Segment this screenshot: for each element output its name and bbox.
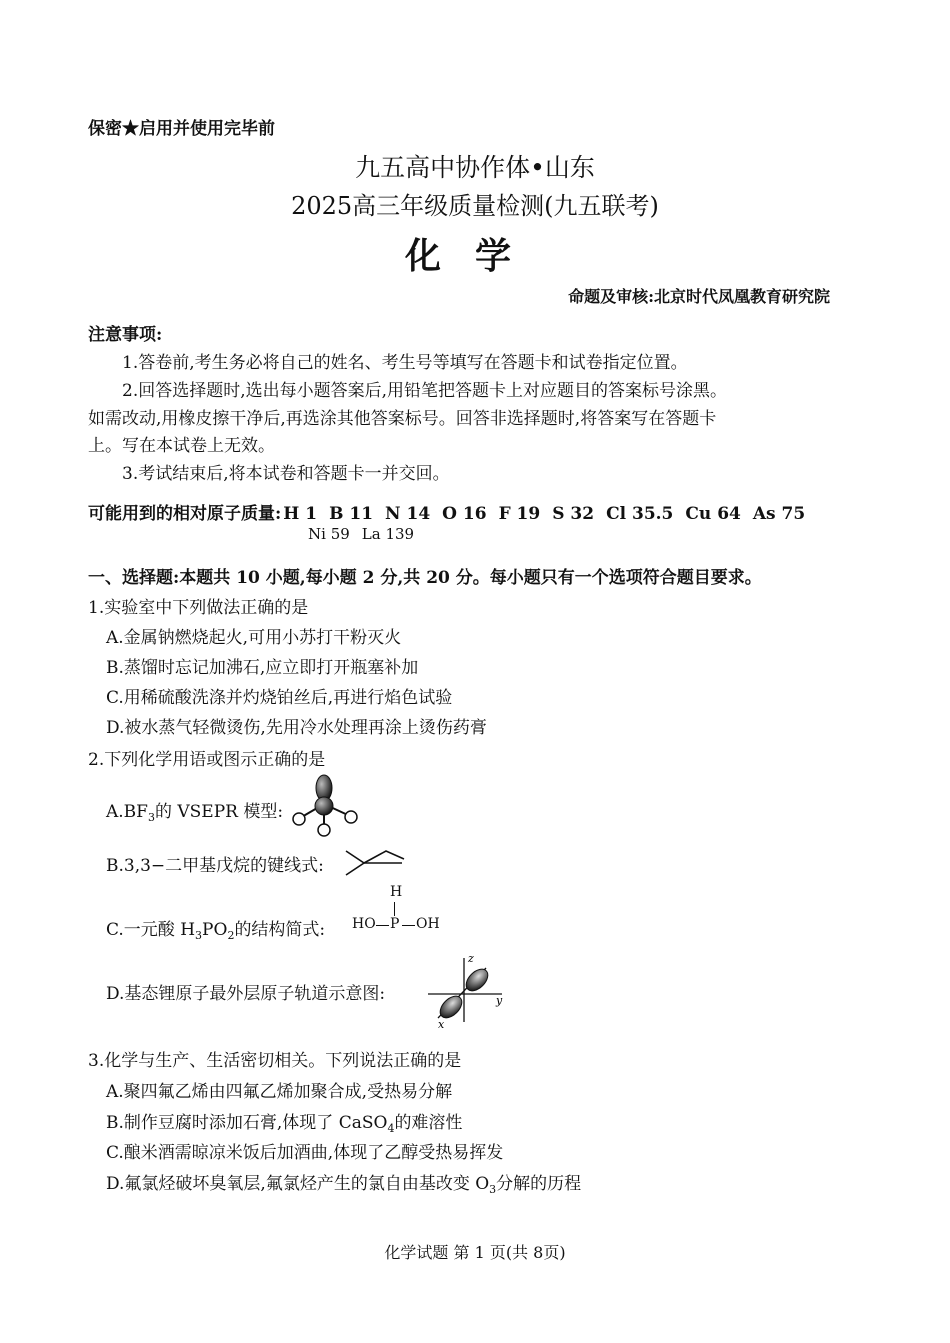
section-heading: 一、选择题:本题共 10 小题,每小题 2 分,共 20 分。每小题只有一个选项符合题目要求。	[88, 568, 762, 588]
subject-title: 化学	[404, 235, 545, 277]
atomic-mass-item: H 1	[283, 504, 318, 524]
notice-item-2-line1: 2.回答选择题时,选出每小题答案后,用铅笔把答题卡上对应题目的答案标号涂黑。	[122, 381, 728, 401]
atomic-mass-line2	[308, 525, 414, 543]
option-c-text: PO	[202, 920, 228, 940]
subscript: 3	[195, 929, 203, 942]
formula-bond	[402, 925, 415, 926]
question-2-option-b: B.3,3−二甲基戊烷的键线式:	[106, 856, 324, 876]
notice-item-3: 3.考试结束后,将本试卷和答题卡一并交回。	[122, 464, 450, 484]
skeletal-formula-image	[342, 845, 406, 879]
question-3-option-a: A.聚四氟乙烯由四氟乙烯加聚合成,受热易分解	[106, 1082, 453, 1102]
question-3-option-c: C.酿米酒需晾凉米饭后加酒曲,体现了乙醇受热易挥发	[106, 1143, 504, 1163]
subscript: 3	[147, 811, 155, 824]
exam-title-line1: 九五高中协作体•山东	[355, 153, 595, 182]
question-3-option-d	[106, 1169, 581, 1194]
atomic-mass-item: La 139	[361, 525, 415, 543]
confidential-label: 保密★启用并使用完毕前	[88, 119, 275, 139]
formula-bond	[376, 925, 389, 926]
question-1-option-b: B.蒸馏时忘记加沸石,应立即打开瓶塞补加	[106, 658, 419, 678]
atomic-mass-label: 可能用到的相对原子质量:	[88, 504, 282, 524]
question-1-option-a: A.金属钠燃烧起火,可用小苏打干粉灭火	[106, 628, 402, 648]
vsepr-model-image	[286, 772, 366, 838]
formula-atom: OH	[416, 916, 440, 932]
structural-formula	[352, 884, 452, 936]
question-3-stem: 3.化学与生产、生活密切相关。下列说法正确的是	[88, 1051, 462, 1071]
subscript: 4	[387, 1122, 395, 1135]
formula-atom: HO	[352, 916, 376, 932]
question-1-option-c: C.用稀硫酸洗涤并灼烧铂丝后,再进行焰色试验	[106, 688, 453, 708]
formula-bond	[394, 902, 395, 916]
option-d-text: D.氟氯烃破坏臭氧层,氟氯烃产生的氯自由基改变 O	[106, 1174, 490, 1194]
subscript: 2	[227, 929, 235, 942]
atomic-mass-item: B 11	[329, 504, 374, 524]
author-line: 命题及审核:北京时代凤凰教育研究院	[568, 287, 830, 306]
notice-item-2-line2: 如需改动,用橡皮擦干净后,再选涂其他答案标号。回答非选择题时,将答案写在答题卡	[88, 409, 717, 429]
exam-title-line2: 2025高三年级质量检测(九五联考)	[291, 192, 659, 220]
option-b-text: B.制作豆腐时添加石膏,体现了 CaSO	[106, 1113, 388, 1133]
atomic-mass-item: S 32	[552, 504, 595, 524]
page-footer: 化学试题 第 1 页(共 8页)	[384, 1243, 566, 1262]
formula-atom: H	[390, 884, 403, 900]
question-2-option-a	[106, 797, 283, 822]
question-2-option-c	[106, 915, 325, 940]
atomic-mass-line1	[88, 499, 805, 524]
option-a-text: 的 VSEPR 模型:	[154, 802, 284, 822]
atomic-mass-item: N 14	[385, 504, 431, 524]
atomic-mass-item: Cu 64	[685, 504, 741, 524]
option-d-text: 分解的历程	[496, 1174, 582, 1194]
axis-label-x: x	[438, 1018, 445, 1030]
option-c-text: C.一元酸 H	[106, 920, 196, 940]
orbital-diagram-image	[420, 950, 510, 1030]
atomic-mass-item: Cl 35.5	[606, 504, 674, 524]
option-a-text: A.BF	[106, 802, 148, 822]
axis-label-z: z	[468, 952, 474, 965]
atomic-mass-item: O 16	[442, 504, 487, 524]
atomic-mass-item: Ni 59	[308, 525, 350, 543]
subscript: 3	[489, 1183, 497, 1196]
question-2-option-d: D.基态锂原子最外层原子轨道示意图:	[106, 984, 386, 1004]
question-1-stem: 1.实验室中下列做法正确的是	[88, 598, 309, 618]
atomic-mass-item: As 75	[752, 504, 806, 524]
option-b-text: 的难溶性	[394, 1113, 463, 1133]
atomic-mass-item: F 19	[498, 504, 541, 524]
question-3-option-b	[106, 1108, 462, 1133]
axis-label-y: y	[496, 994, 503, 1007]
formula-atom: P	[390, 916, 400, 932]
notice-heading: 注意事项:	[88, 325, 163, 345]
question-2-stem: 2.下列化学用语或图示正确的是	[88, 750, 326, 770]
notice-item-1: 1.答卷前,考生务必将自己的姓名、考生号等填写在答题卡和试卷指定位置。	[122, 353, 688, 373]
notice-item-2-line3: 上。写在本试卷上无效。	[88, 436, 275, 456]
option-c-text: 的结构简式:	[234, 920, 326, 940]
question-1-option-d: D.被水蒸气轻微烫伤,先用冷水处理再涂上烫伤药膏	[106, 718, 487, 738]
